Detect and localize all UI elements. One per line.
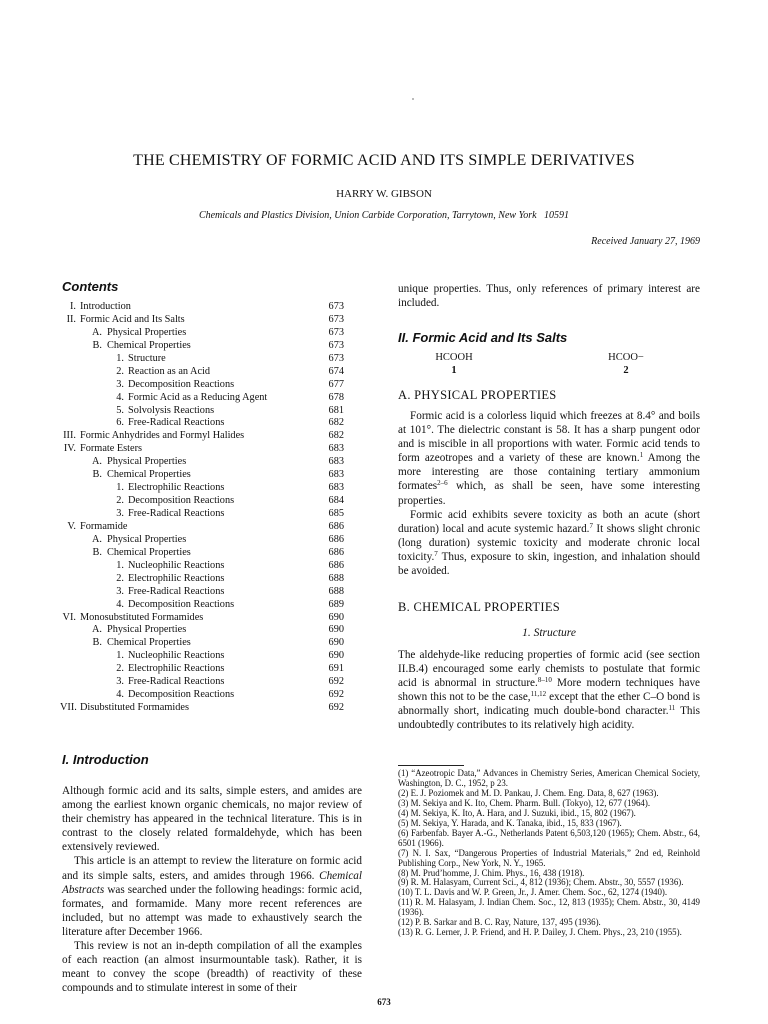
toc-number: B. bbox=[92, 469, 102, 481]
toc-page: 688 bbox=[328, 585, 344, 597]
toc-label: Nucleophilic Reactions bbox=[128, 650, 225, 662]
toc-number: B. bbox=[92, 546, 102, 558]
toc-page: 686 bbox=[328, 520, 344, 532]
toc-number: 1. bbox=[116, 650, 124, 662]
toc-label: Introduction bbox=[80, 301, 131, 312]
continuation-text: unique properties. Thus, only references of primary interest are included. bbox=[398, 283, 700, 310]
toc-number: B. bbox=[92, 339, 102, 351]
toc-label: Physical Properties bbox=[107, 326, 187, 338]
toc-label: Physical Properties bbox=[107, 533, 187, 545]
toc-label: Formic Anhydrides and Formyl Halides bbox=[80, 430, 245, 442]
toc-entry bbox=[60, 689, 350, 702]
toc-entry bbox=[60, 353, 350, 366]
toc-label: Chemical Properties bbox=[107, 546, 191, 558]
toc-page: 683 bbox=[328, 482, 344, 494]
toc-page: 688 bbox=[328, 572, 344, 584]
toc-page: 683 bbox=[328, 456, 344, 468]
toc-label: Physical Properties bbox=[107, 624, 187, 636]
toc-entry bbox=[60, 443, 350, 456]
toc-page: 686 bbox=[328, 546, 344, 558]
reference-item: (11) R. M. Halasyam, J. Indian Chem. Soc., 12, 813 (1935); Chem. Abstr., 30, 4149 (1936). bbox=[398, 897, 700, 918]
article-title: THE CHEMISTRY OF FORMIC ACID AND ITS SIMPLE DERIVATIVES bbox=[133, 152, 635, 169]
reference-item: (3) M. Sekiya and K. Ito, Chem. Pharm. Bull. (Tokyo), 12, 677 (1964). bbox=[398, 797, 651, 808]
toc-label: Free-Radical Reactions bbox=[128, 508, 225, 519]
reference-item: (10) T. L. Davis and W. P. Green, Jr., J. Amer. Chem. Soc., 62, 1274 (1940). bbox=[398, 887, 668, 898]
contents-heading: Contents bbox=[62, 279, 119, 294]
toc-label: Chemical Properties bbox=[107, 469, 191, 481]
toc-entry bbox=[60, 676, 350, 689]
reference-item: (4) M. Sekiya, K. Ito, A. Hara, and J. Suzuki, ibid., 15, 802 (1967). bbox=[398, 807, 636, 818]
toc-entry bbox=[60, 456, 350, 469]
formula-formate-ion: HCOO− 2 bbox=[608, 352, 644, 376]
toc-number: 2. bbox=[116, 365, 124, 377]
toc-entry bbox=[60, 637, 350, 650]
toc-entry bbox=[60, 392, 350, 405]
toc-number: 2. bbox=[116, 663, 124, 675]
toc-number: 4. bbox=[116, 689, 124, 701]
toc-entry bbox=[60, 650, 350, 663]
received-date: Received January 27, 1969 bbox=[591, 236, 700, 247]
toc-number: 6. bbox=[116, 417, 124, 429]
table-of-contents bbox=[60, 301, 350, 715]
toc-label: Free-Radical Reactions bbox=[128, 585, 225, 597]
reference-item: (1) “Azeotropic Data,” Advances in Chemistry Series, American Chemical Society, Washington, D. C., 1952, p 23. bbox=[398, 768, 700, 788]
toc-page: 683 bbox=[328, 443, 344, 455]
intro-paragraph-3: This review is not an in-depth compilation of all the examples of each reaction (an almost insurmountable task). Rather, it is meant to convey the scope (breadth) of reactivity of these compounds and to stimulate interest in some of their bbox=[62, 940, 362, 995]
reference-item: (2) E. J. Poziomek and M. D. Pankau, J. Chem. Eng. Data, 8, 627 (1963). bbox=[398, 787, 659, 798]
toc-entry bbox=[60, 495, 350, 508]
toc-page: 673 bbox=[328, 352, 344, 364]
toc-page: 692 bbox=[328, 689, 344, 701]
chemical-properties-heading: B. CHEMICAL PROPERTIES bbox=[398, 600, 561, 614]
toc-page: 673 bbox=[328, 313, 344, 325]
toc-entry bbox=[60, 327, 350, 340]
toc-page: 689 bbox=[328, 598, 344, 610]
toc-entry bbox=[60, 612, 350, 625]
physical-properties-heading: A. PHYSICAL PROPERTIES bbox=[398, 388, 557, 402]
footnote-rule bbox=[398, 765, 464, 766]
toc-page: 690 bbox=[328, 624, 344, 636]
toc-entry bbox=[60, 417, 350, 430]
toc-label: Decomposition Reactions bbox=[128, 378, 235, 390]
toc-number: 4. bbox=[116, 391, 124, 403]
reference-item: (6) Farbenfab. Bayer A.-G., Netherlands Patent 6,503,120 (1965); Chem. Abstr., 64, 6501 (1966). bbox=[398, 827, 700, 848]
toc-page: 673 bbox=[328, 339, 344, 351]
physical-properties-body: Formic acid is a colorless liquid which freezes at 8.4° and boils at 101°. The dielectric constant is 58. It has a sharp pungent odor and is miscible in all proportions with water. Formic acid tends to form azeotropes and a variety of these are known.$^1$ Among the more interesting are those containing tertiary ammonium formates$^{2-6}$ which, as shall be seen, have some interesting properties. Formic acid exhibits severe toxicity as both an acute (short duration) local and acute systemic hazard.$^7$ It shows slight chronic (long duration) systemic toxicity and moderate chronic local toxicity.$^7$ Thus, exposure to skin, ingestion, and inhalation should be avoided. bbox=[398, 410, 700, 578]
toc-label: Electrophilic Reactions bbox=[128, 572, 225, 584]
toc-label: Chemical Properties bbox=[107, 339, 191, 351]
toc-entry bbox=[60, 547, 350, 560]
toc-page: 673 bbox=[328, 301, 344, 312]
intro-paragraph-2: This article is an attempt to review the literature on formic acid and its simple salts, esters, and amides through 1966. Chemical Abstracts was searched under the following headings: formic acid, formates, and formamide. Many more recent references are included, but no attempt was made to exhaustively search the literature after December 1966. bbox=[62, 855, 362, 938]
toc-number: II. bbox=[66, 313, 76, 325]
toc-page: 681 bbox=[328, 404, 344, 416]
toc-label: Free-Radical Reactions bbox=[128, 417, 225, 429]
toc-number: A. bbox=[91, 624, 102, 636]
toc-entry bbox=[60, 560, 350, 573]
toc-number: 1. bbox=[116, 482, 124, 494]
toc-page: 673 bbox=[328, 326, 344, 338]
toc-entry bbox=[60, 663, 350, 676]
toc-number: 3. bbox=[116, 508, 124, 519]
reference-item: (12) P. B. Sarkar and B. C. Ray, Nature, 137, 495 (1936). bbox=[398, 917, 601, 928]
reference-item: (7) N. I. Sax, “Dangerous Properties of Industrial Materials,” 2nd ed, Reinhold Publishing Corp., New York, N. Y., 1965. bbox=[398, 847, 700, 868]
toc-number: B. bbox=[92, 637, 102, 649]
toc-page: 685 bbox=[328, 508, 344, 519]
toc-label: Monosubstituted Formamides bbox=[80, 611, 204, 623]
toc-entry bbox=[60, 702, 350, 715]
toc-entry bbox=[60, 482, 350, 495]
toc-number: 2. bbox=[116, 572, 124, 584]
toc-page: 686 bbox=[328, 559, 344, 571]
toc-entry bbox=[60, 573, 350, 586]
toc-entry bbox=[60, 586, 350, 599]
toc-number: III. bbox=[63, 430, 76, 442]
toc-number: VI. bbox=[62, 611, 76, 623]
toc-page: 692 bbox=[328, 676, 344, 688]
toc-number: A. bbox=[91, 456, 102, 468]
toc-number: 2. bbox=[116, 495, 124, 507]
toc-entry bbox=[60, 314, 350, 327]
section-2-heading: II. Formic Acid and Its Salts bbox=[398, 330, 568, 345]
toc-number: 4. bbox=[116, 598, 124, 610]
toc-entry bbox=[60, 469, 350, 482]
chemical-abstracts-title: Chemical Abstracts bbox=[62, 869, 362, 896]
toc-label: Nucleophilic Reactions bbox=[128, 559, 225, 571]
toc-entry bbox=[60, 366, 350, 379]
toc-entry bbox=[60, 430, 350, 443]
toc-number: I. bbox=[69, 301, 76, 312]
references-list bbox=[398, 769, 700, 938]
toc-entry bbox=[60, 521, 350, 534]
toc-label: Structure bbox=[128, 352, 166, 364]
reference-item: (8) M. Prud’homme, J. Chim. Phys., 16, 438 (1918). bbox=[398, 867, 585, 878]
toc-entry bbox=[60, 340, 350, 353]
toc-number: A. bbox=[91, 326, 102, 338]
toc-page: 691 bbox=[328, 663, 344, 675]
toc-label: Physical Properties bbox=[107, 456, 187, 468]
toc-label: Reaction as an Acid bbox=[128, 365, 211, 377]
toc-label: Disubstituted Formamides bbox=[80, 702, 189, 714]
toc-entry bbox=[60, 508, 350, 521]
introduction-body bbox=[62, 784, 362, 995]
toc-number: IV. bbox=[63, 443, 76, 455]
reference-item: (9) R. M. Halasyam, Current Sci., 4, 812 (1936); Chem. Abstr., 30, 5557 (1936). bbox=[398, 877, 684, 888]
toc-number: 3. bbox=[116, 378, 124, 390]
toc-page: 677 bbox=[328, 378, 344, 390]
toc-page: 682 bbox=[328, 430, 344, 442]
toc-label: Formic Acid and Its Salts bbox=[80, 313, 185, 325]
toc-number: VII. bbox=[60, 702, 77, 714]
structure-body: The aldehyde-like reducing properties of formic acid (see section II.B.4) encouraged some early chemists to postulate that formic acid is abnormal in structure.$^{8-10}$ More modern techniques have shown this not to be the case,$^{11,12}$ except that the ether C–O bond is abnormally short, indicating much double-bond character.$^{11}$ This undoubtedly contributes to its relatively high acidity. bbox=[398, 649, 700, 732]
toc-label: Electrophilic Reactions bbox=[128, 663, 225, 675]
intro-paragraph-1: Although formic acid and its salts, simple esters, and amides are among the earliest known organic chemicals, no major review of their chemistry has appeared in the technical literature. This is in contrast to the closely related formaldehyde, which has been extensively reviewed. bbox=[62, 785, 362, 854]
toc-label: Formic Acid as a Reducing Agent bbox=[128, 391, 268, 403]
toc-number: 3. bbox=[116, 585, 124, 597]
toc-page: 686 bbox=[328, 533, 344, 545]
toc-entry bbox=[60, 534, 350, 547]
toc-entry bbox=[60, 405, 350, 418]
toc-label: Formamide bbox=[80, 520, 128, 532]
toc-label: Electrophilic Reactions bbox=[128, 482, 225, 494]
structure-heading: 1. Structure bbox=[522, 627, 576, 639]
toc-label: Free-Radical Reactions bbox=[128, 676, 225, 688]
toc-number: A. bbox=[91, 533, 102, 545]
introduction-heading: I. Introduction bbox=[62, 752, 149, 767]
toc-label: Chemical Properties bbox=[107, 637, 191, 649]
toc-page: 684 bbox=[328, 495, 344, 507]
toc-page: 683 bbox=[328, 469, 344, 481]
toc-number: 1. bbox=[116, 559, 124, 571]
toc-label: Decomposition Reactions bbox=[128, 495, 235, 507]
toc-label: Decomposition Reactions bbox=[128, 689, 235, 701]
toc-page: 690 bbox=[328, 650, 344, 662]
author-name: HARRY W. GIBSON bbox=[336, 188, 432, 200]
toc-page: 678 bbox=[328, 391, 344, 403]
toc-page: 690 bbox=[328, 611, 344, 623]
toc-entry bbox=[60, 379, 350, 392]
toc-page: 690 bbox=[328, 637, 344, 649]
toc-page: 682 bbox=[328, 417, 344, 429]
toc-label: Solvolysis Reactions bbox=[128, 404, 215, 416]
toc-number: 3. bbox=[116, 676, 124, 688]
toc-entry bbox=[60, 599, 350, 612]
toc-number: 1. bbox=[116, 352, 124, 364]
reference-item: (5) M. Sekiya, Y. Harada, and K. Tanaka, ibid., 15, 833 (1967). bbox=[398, 817, 622, 828]
toc-label: Decomposition Reactions bbox=[128, 598, 235, 610]
toc-entry bbox=[60, 301, 350, 314]
page-number: 673 bbox=[377, 997, 391, 1007]
toc-number: 5. bbox=[116, 404, 124, 416]
toc-label: Formate Esters bbox=[80, 443, 143, 455]
toc-page: 674 bbox=[328, 365, 344, 377]
affiliation: Chemicals and Plastics Division, Union Carbide Corporation, Tarrytown, New York 10591 bbox=[198, 210, 570, 221]
formula-formic-acid: HCOOH 1 bbox=[435, 352, 473, 376]
toc-page: 692 bbox=[328, 702, 344, 714]
toc-number: V. bbox=[67, 520, 76, 532]
reference-item: (13) R. G. Lerner, J. P. Friend, and H. P. Dailey, J. Chem. Phys., 23, 210 (1955). bbox=[398, 927, 682, 938]
scan-speck bbox=[412, 98, 414, 100]
